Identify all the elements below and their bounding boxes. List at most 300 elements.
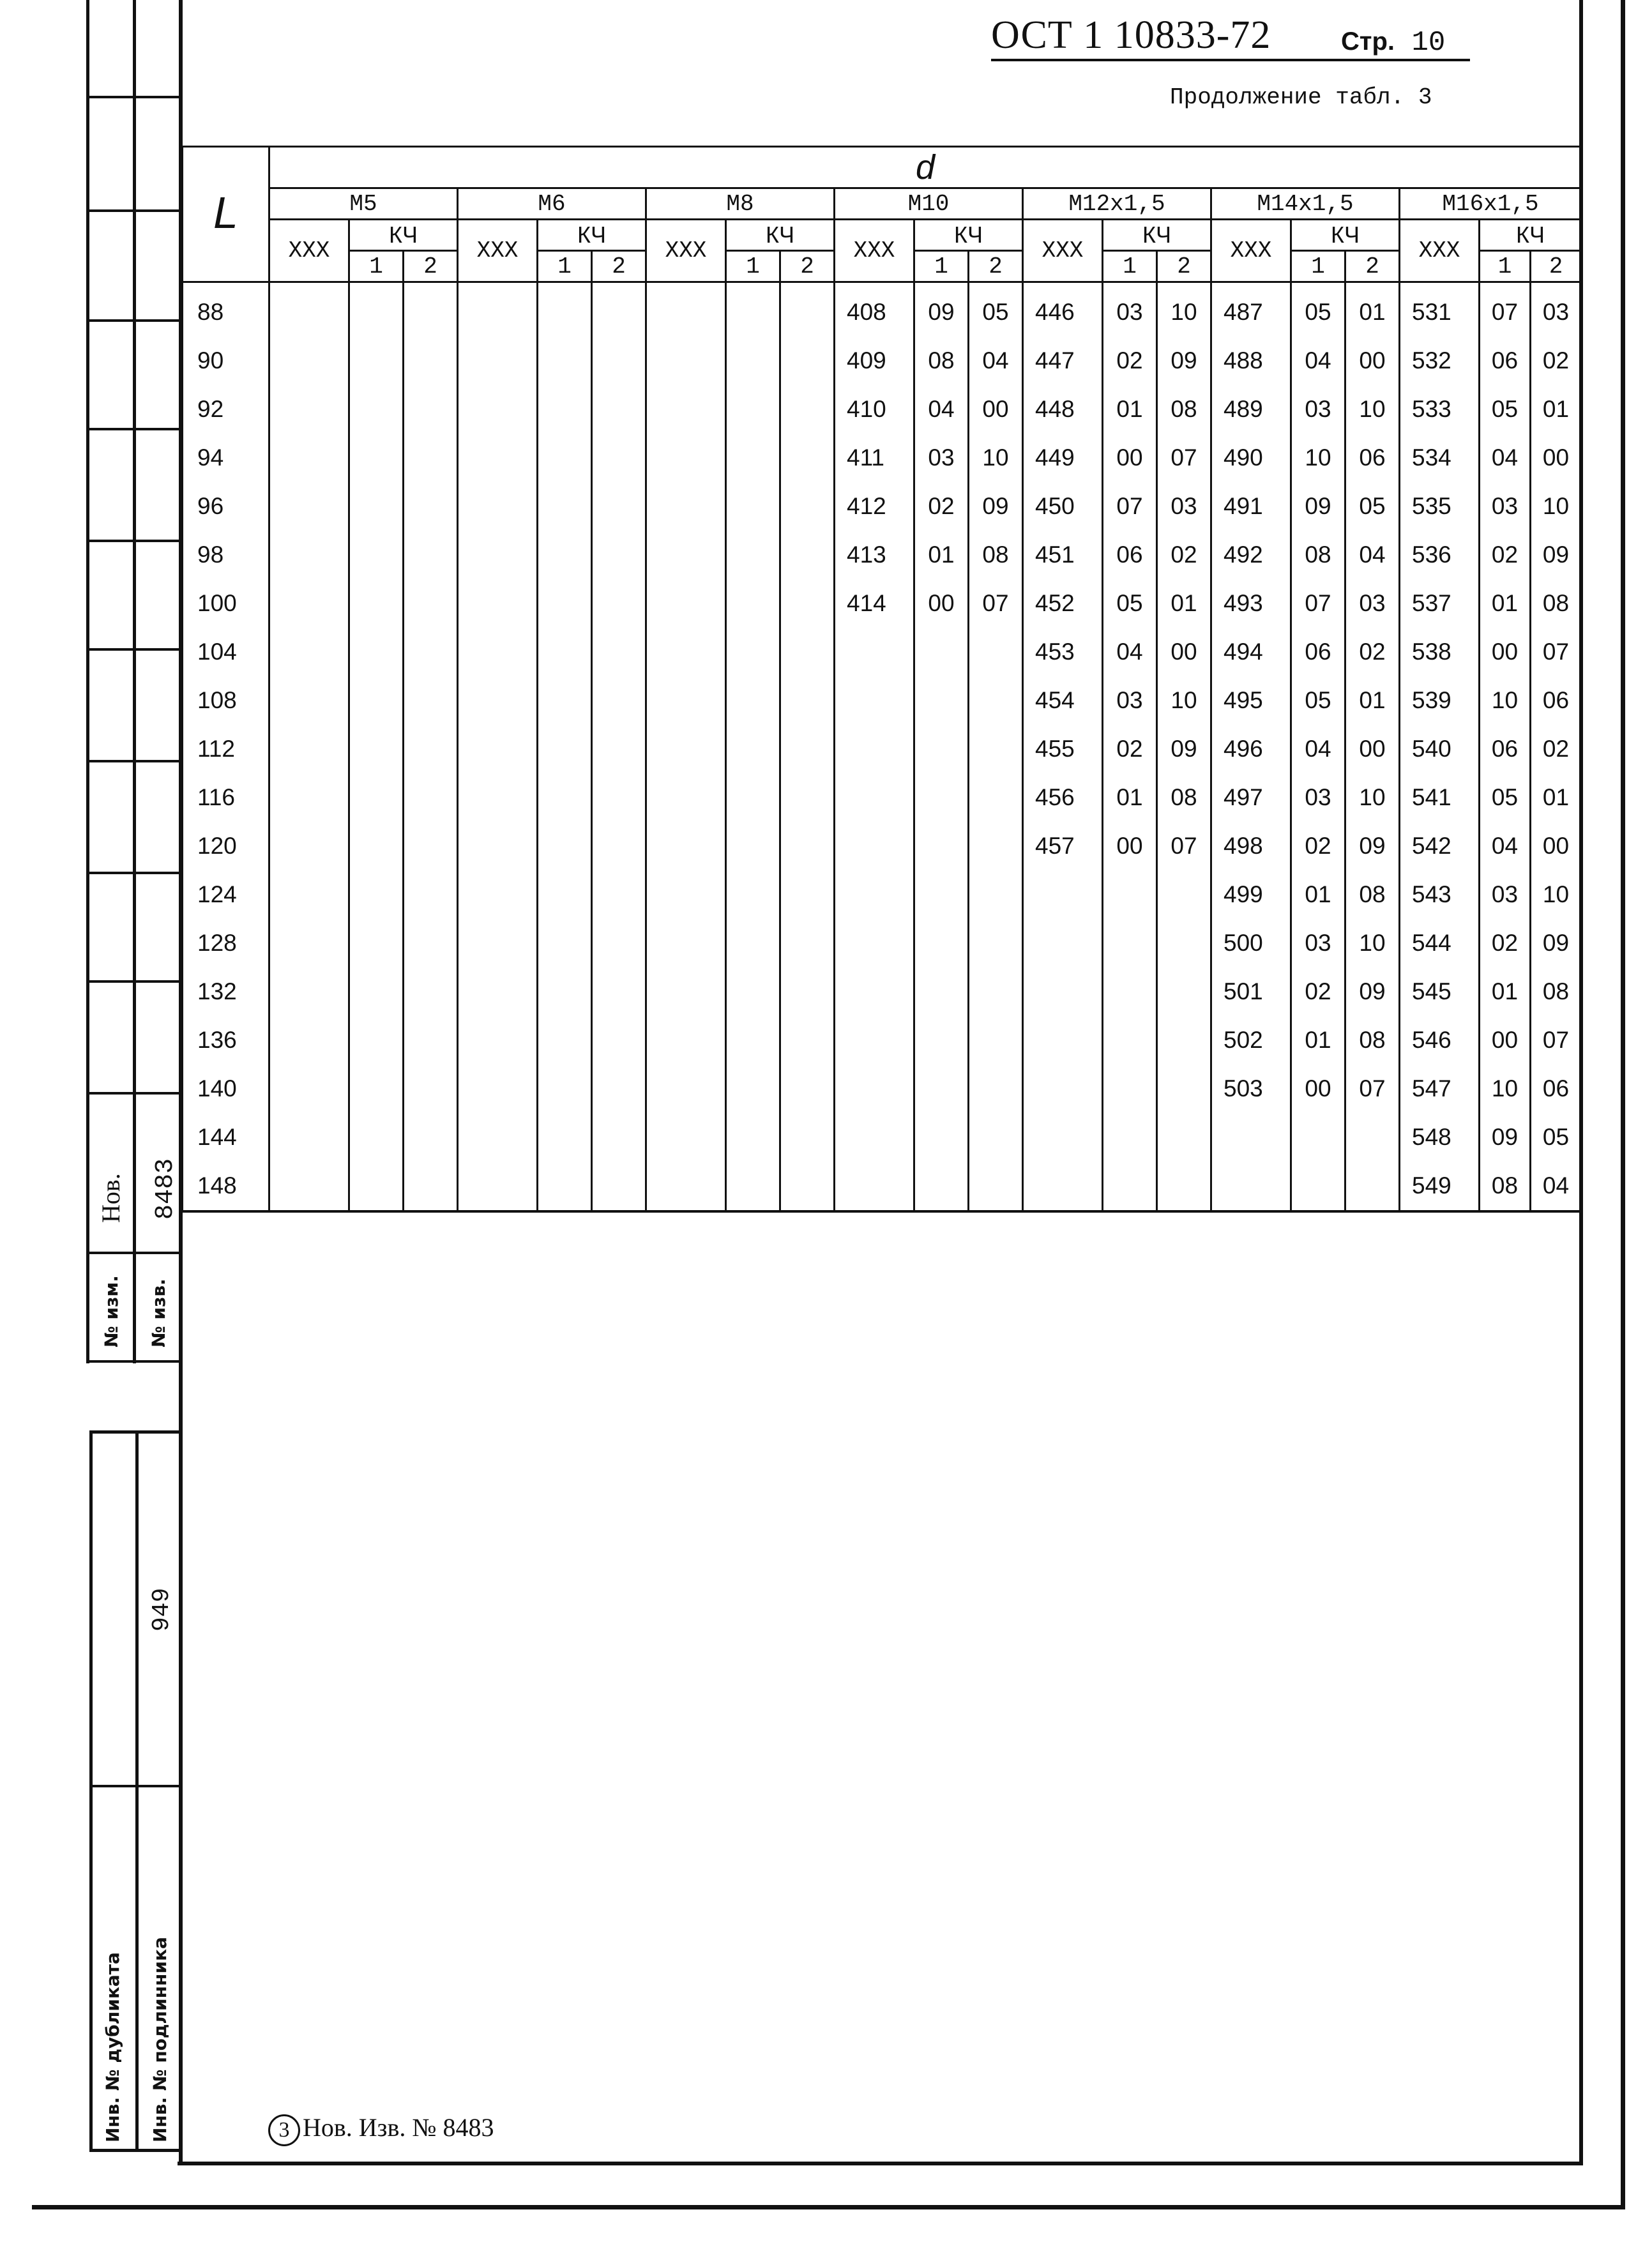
cell-empty bbox=[458, 434, 538, 482]
cell-empty bbox=[780, 1016, 835, 1065]
header-sub-1: 1 bbox=[726, 251, 780, 282]
cell-empty bbox=[780, 822, 835, 870]
cell-L: 112 bbox=[183, 725, 269, 773]
cell-empty bbox=[646, 337, 726, 385]
cell-kch-2: 09 bbox=[1531, 531, 1582, 579]
cell-kch-2 bbox=[1157, 1016, 1211, 1065]
cell-kch-2: 10 bbox=[1345, 773, 1400, 822]
cell-empty bbox=[646, 385, 726, 434]
cell-empty bbox=[726, 531, 780, 579]
cell-empty bbox=[726, 385, 780, 434]
document-code-underline bbox=[991, 59, 1470, 61]
cell-kch-1: 03 bbox=[914, 434, 969, 482]
cell-empty bbox=[269, 919, 349, 967]
cell-kch-1: 02 bbox=[1480, 919, 1531, 967]
cell-empty bbox=[780, 282, 835, 337]
cell-kch-1 bbox=[1103, 919, 1157, 967]
cell-empty bbox=[646, 725, 726, 773]
cell-kch-2: 02 bbox=[1531, 337, 1582, 385]
cell-xxx: 496 bbox=[1211, 725, 1291, 773]
header-sub-2: 2 bbox=[592, 251, 646, 282]
table-row bbox=[183, 822, 1582, 870]
cell-empty bbox=[404, 676, 458, 725]
cell-empty bbox=[646, 676, 726, 725]
cell-L: 108 bbox=[183, 676, 269, 725]
cell-kch-1 bbox=[1291, 1162, 1345, 1211]
revision-stamp bbox=[268, 2112, 494, 2146]
cell-empty bbox=[726, 434, 780, 482]
cell-empty bbox=[404, 1065, 458, 1113]
cell-empty bbox=[780, 919, 835, 967]
cell-kch-2 bbox=[969, 1113, 1023, 1162]
cell-empty bbox=[646, 628, 726, 676]
header-L: L bbox=[183, 147, 269, 282]
cell-kch-2: 00 bbox=[1531, 822, 1582, 870]
cell-kch-2: 05 bbox=[1531, 1113, 1582, 1162]
cell-empty bbox=[592, 1113, 646, 1162]
header-group: M6 bbox=[458, 188, 646, 220]
cell-empty bbox=[404, 628, 458, 676]
cell-empty bbox=[592, 434, 646, 482]
cell-empty bbox=[538, 676, 592, 725]
cell-empty bbox=[538, 579, 592, 628]
cell-xxx: 546 bbox=[1400, 1016, 1480, 1065]
cell-xxx bbox=[835, 773, 914, 822]
cell-xxx: 498 bbox=[1211, 822, 1291, 870]
cell-kch-1: 03 bbox=[1480, 870, 1531, 919]
cell-xxx: 456 bbox=[1023, 773, 1103, 822]
cell-empty bbox=[646, 282, 726, 337]
cell-empty bbox=[404, 822, 458, 870]
cell-kch-1: 00 bbox=[1480, 1016, 1531, 1065]
cell-empty bbox=[592, 919, 646, 967]
cell-kch-1: 00 bbox=[1103, 434, 1157, 482]
cell-empty bbox=[269, 676, 349, 725]
cell-empty bbox=[538, 385, 592, 434]
cell-xxx bbox=[835, 676, 914, 725]
cell-xxx: 501 bbox=[1211, 967, 1291, 1016]
table-continuation-caption: Продолжение табл. 3 bbox=[1170, 84, 1432, 110]
cell-kch-2: 04 bbox=[1531, 1162, 1582, 1211]
cell-empty bbox=[458, 628, 538, 676]
izv-label: № изв. bbox=[148, 1278, 169, 1347]
cell-empty bbox=[538, 1113, 592, 1162]
cell-kch-2: 08 bbox=[969, 531, 1023, 579]
cell-empty bbox=[726, 579, 780, 628]
header-kch: КЧ bbox=[1103, 220, 1211, 251]
cell-kch-1 bbox=[1103, 870, 1157, 919]
cell-empty bbox=[780, 337, 835, 385]
cell-empty bbox=[592, 579, 646, 628]
cell-empty bbox=[269, 1016, 349, 1065]
table-row bbox=[183, 725, 1582, 773]
cell-kch-2 bbox=[1157, 870, 1211, 919]
cell-empty bbox=[269, 531, 349, 579]
cell-empty bbox=[646, 919, 726, 967]
cell-empty bbox=[404, 337, 458, 385]
cell-empty bbox=[458, 1065, 538, 1113]
cell-xxx: 491 bbox=[1211, 482, 1291, 531]
header-group: M16x1,5 bbox=[1400, 188, 1582, 220]
cell-kch-2: 03 bbox=[1531, 282, 1582, 337]
cell-empty bbox=[349, 385, 404, 434]
table-row bbox=[183, 1162, 1582, 1211]
cell-empty bbox=[349, 434, 404, 482]
cell-empty bbox=[726, 1113, 780, 1162]
cell-empty bbox=[780, 870, 835, 919]
cell-kch-2: 00 bbox=[1531, 434, 1582, 482]
cell-xxx bbox=[1211, 1162, 1291, 1211]
cell-L: 116 bbox=[183, 773, 269, 822]
cell-empty bbox=[538, 282, 592, 337]
cell-empty bbox=[404, 531, 458, 579]
cell-empty bbox=[726, 725, 780, 773]
cell-xxx: 543 bbox=[1400, 870, 1480, 919]
cell-empty bbox=[269, 385, 349, 434]
cell-kch-2: 03 bbox=[1157, 482, 1211, 531]
table-row bbox=[183, 1016, 1582, 1065]
cell-empty bbox=[538, 1162, 592, 1211]
nov-label: Нов. bbox=[96, 1173, 125, 1223]
cell-empty bbox=[592, 725, 646, 773]
cell-L: 144 bbox=[183, 1113, 269, 1162]
cell-empty bbox=[780, 1162, 835, 1211]
cell-kch-1: 09 bbox=[1291, 482, 1345, 531]
cell-kch-1: 04 bbox=[1291, 725, 1345, 773]
cell-empty bbox=[780, 482, 835, 531]
header-xxx: ХХХ bbox=[1023, 220, 1103, 282]
cell-empty bbox=[646, 531, 726, 579]
cell-xxx bbox=[835, 822, 914, 870]
cell-empty bbox=[404, 385, 458, 434]
cell-xxx: 534 bbox=[1400, 434, 1480, 482]
header-kch: КЧ bbox=[349, 220, 458, 251]
header-sub-1: 1 bbox=[1480, 251, 1531, 282]
cell-xxx bbox=[1023, 1065, 1103, 1113]
cell-empty bbox=[538, 919, 592, 967]
cell-xxx: 495 bbox=[1211, 676, 1291, 725]
cell-empty bbox=[458, 282, 538, 337]
cell-xxx: 449 bbox=[1023, 434, 1103, 482]
header-sub-1: 1 bbox=[349, 251, 404, 282]
cell-kch-1 bbox=[914, 967, 969, 1016]
cell-empty bbox=[592, 870, 646, 919]
cell-xxx: 547 bbox=[1400, 1065, 1480, 1113]
cell-xxx: 410 bbox=[835, 385, 914, 434]
header-xxx: ХХХ bbox=[458, 220, 538, 282]
cell-xxx: 452 bbox=[1023, 579, 1103, 628]
cell-kch-1 bbox=[1103, 967, 1157, 1016]
cell-kch-2: 09 bbox=[1157, 725, 1211, 773]
cell-kch-1: 01 bbox=[1480, 967, 1531, 1016]
cell-xxx: 447 bbox=[1023, 337, 1103, 385]
header-sub-1: 1 bbox=[1291, 251, 1345, 282]
cell-empty bbox=[538, 531, 592, 579]
cell-empty bbox=[349, 773, 404, 822]
cell-empty bbox=[780, 434, 835, 482]
cell-xxx: 548 bbox=[1400, 1113, 1480, 1162]
cell-empty bbox=[349, 579, 404, 628]
cell-empty bbox=[726, 1065, 780, 1113]
cell-empty bbox=[404, 1162, 458, 1211]
cell-xxx: 494 bbox=[1211, 628, 1291, 676]
cell-kch-1 bbox=[914, 773, 969, 822]
cell-xxx: 487 bbox=[1211, 282, 1291, 337]
cell-empty bbox=[404, 919, 458, 967]
cell-empty bbox=[458, 579, 538, 628]
cell-kch-2: 01 bbox=[1157, 579, 1211, 628]
header-group: M8 bbox=[646, 188, 835, 220]
header-xxx: ХХХ bbox=[269, 220, 349, 282]
header-xxx: ХХХ bbox=[1400, 220, 1480, 282]
cell-empty bbox=[269, 337, 349, 385]
cell-kch-1: 01 bbox=[1480, 579, 1531, 628]
header-kch: КЧ bbox=[914, 220, 1023, 251]
cell-kch-1 bbox=[914, 870, 969, 919]
cell-kch-1 bbox=[914, 1016, 969, 1065]
cell-empty bbox=[349, 725, 404, 773]
cell-xxx: 538 bbox=[1400, 628, 1480, 676]
cell-empty bbox=[538, 434, 592, 482]
stamp-text: Нов. Изв. № 8483 bbox=[303, 2113, 494, 2142]
cell-empty bbox=[269, 870, 349, 919]
cell-kch-2: 06 bbox=[1531, 1065, 1582, 1113]
cell-empty bbox=[404, 579, 458, 628]
cell-empty bbox=[726, 482, 780, 531]
page-number-block bbox=[1341, 27, 1445, 59]
cell-kch-1 bbox=[914, 628, 969, 676]
cell-kch-2: 02 bbox=[1345, 628, 1400, 676]
cell-empty bbox=[458, 725, 538, 773]
cell-xxx: 541 bbox=[1400, 773, 1480, 822]
cell-kch-1: 01 bbox=[1103, 385, 1157, 434]
cell-kch-2 bbox=[969, 773, 1023, 822]
cell-empty bbox=[269, 434, 349, 482]
izm-label: № изм. bbox=[101, 1275, 122, 1347]
cell-empty bbox=[726, 773, 780, 822]
cell-L: 98 bbox=[183, 531, 269, 579]
table-row bbox=[183, 870, 1582, 919]
cell-xxx: 545 bbox=[1400, 967, 1480, 1016]
cell-kch-1: 05 bbox=[1291, 282, 1345, 337]
table-row bbox=[183, 967, 1582, 1016]
cell-empty bbox=[646, 870, 726, 919]
cell-xxx: 409 bbox=[835, 337, 914, 385]
cell-kch-2: 08 bbox=[1531, 579, 1582, 628]
cell-kch-2: 07 bbox=[1345, 1065, 1400, 1113]
cell-kch-2: 10 bbox=[1345, 385, 1400, 434]
cell-kch-1: 07 bbox=[1480, 282, 1531, 337]
table-row bbox=[183, 337, 1582, 385]
cell-kch-2 bbox=[969, 822, 1023, 870]
cell-kch-2 bbox=[969, 967, 1023, 1016]
header-sub-2: 2 bbox=[1157, 251, 1211, 282]
cell-kch-2: 09 bbox=[1345, 822, 1400, 870]
cell-kch-1: 06 bbox=[1103, 531, 1157, 579]
cell-kch-1: 03 bbox=[1291, 919, 1345, 967]
cell-kch-2: 08 bbox=[1345, 1016, 1400, 1065]
cell-L: 128 bbox=[183, 919, 269, 967]
cell-kch-2: 02 bbox=[1531, 725, 1582, 773]
cell-xxx: 454 bbox=[1023, 676, 1103, 725]
cell-L: 100 bbox=[183, 579, 269, 628]
cell-kch-2: 09 bbox=[969, 482, 1023, 531]
cell-xxx: 533 bbox=[1400, 385, 1480, 434]
cell-L: 94 bbox=[183, 434, 269, 482]
cell-kch-1 bbox=[1103, 1016, 1157, 1065]
cell-empty bbox=[538, 773, 592, 822]
header-sub-2: 2 bbox=[1345, 251, 1400, 282]
cell-empty bbox=[538, 1065, 592, 1113]
cell-empty bbox=[780, 967, 835, 1016]
inner-frame-bottom bbox=[178, 2162, 1583, 2165]
cell-kch-1: 05 bbox=[1480, 385, 1531, 434]
cell-kch-2: 01 bbox=[1531, 385, 1582, 434]
cell-empty bbox=[780, 1065, 835, 1113]
original-label: Инв. № подлинника bbox=[149, 1937, 171, 2142]
cell-kch-2: 09 bbox=[1531, 919, 1582, 967]
table-row bbox=[183, 773, 1582, 822]
cell-kch-1 bbox=[914, 1113, 969, 1162]
cell-empty bbox=[646, 773, 726, 822]
table-row bbox=[183, 482, 1582, 531]
cell-L: 88 bbox=[183, 282, 269, 337]
header-sub-1: 1 bbox=[1103, 251, 1157, 282]
cell-empty bbox=[592, 967, 646, 1016]
cell-xxx: 537 bbox=[1400, 579, 1480, 628]
cell-xxx: 497 bbox=[1211, 773, 1291, 822]
cell-empty bbox=[538, 1016, 592, 1065]
cell-xxx: 542 bbox=[1400, 822, 1480, 870]
cell-empty bbox=[269, 282, 349, 337]
cell-empty bbox=[404, 967, 458, 1016]
cell-kch-2: 10 bbox=[969, 434, 1023, 482]
cell-empty bbox=[404, 282, 458, 337]
page-label: Стр. bbox=[1341, 27, 1395, 56]
cell-kch-2: 07 bbox=[1157, 434, 1211, 482]
cell-empty bbox=[726, 822, 780, 870]
cell-kch-1: 02 bbox=[1103, 725, 1157, 773]
cell-empty bbox=[726, 870, 780, 919]
cell-empty bbox=[458, 1016, 538, 1065]
header-sub-2: 2 bbox=[1531, 251, 1582, 282]
cell-L: 140 bbox=[183, 1065, 269, 1113]
cell-kch-2: 05 bbox=[969, 282, 1023, 337]
cell-empty bbox=[592, 676, 646, 725]
cell-empty bbox=[646, 434, 726, 482]
cell-kch-2 bbox=[1345, 1113, 1400, 1162]
cell-L: 96 bbox=[183, 482, 269, 531]
cell-empty bbox=[404, 482, 458, 531]
cell-empty bbox=[269, 725, 349, 773]
header-sub-2: 2 bbox=[969, 251, 1023, 282]
cell-xxx bbox=[835, 1162, 914, 1211]
cell-kch-1: 04 bbox=[1480, 822, 1531, 870]
cell-empty bbox=[404, 1113, 458, 1162]
table-row bbox=[183, 385, 1582, 434]
cell-kch-1: 01 bbox=[1291, 870, 1345, 919]
cell-kch-2 bbox=[969, 870, 1023, 919]
cell-xxx bbox=[835, 1016, 914, 1065]
cell-empty bbox=[458, 919, 538, 967]
cell-xxx: 536 bbox=[1400, 531, 1480, 579]
table-row bbox=[183, 628, 1582, 676]
original-number: 949 bbox=[148, 1587, 176, 1632]
table-row bbox=[183, 531, 1582, 579]
cell-xxx: 544 bbox=[1400, 919, 1480, 967]
cell-kch-2: 07 bbox=[1531, 1016, 1582, 1065]
cell-empty bbox=[458, 967, 538, 1016]
cell-xxx: 532 bbox=[1400, 337, 1480, 385]
cell-xxx: 448 bbox=[1023, 385, 1103, 434]
cell-empty bbox=[726, 967, 780, 1016]
cell-xxx: 540 bbox=[1400, 725, 1480, 773]
cell-xxx: 455 bbox=[1023, 725, 1103, 773]
cell-empty bbox=[404, 773, 458, 822]
cell-xxx: 412 bbox=[835, 482, 914, 531]
cell-xxx: 500 bbox=[1211, 919, 1291, 967]
cell-empty bbox=[592, 822, 646, 870]
cell-kch-1: 00 bbox=[1103, 822, 1157, 870]
cell-empty bbox=[780, 773, 835, 822]
cell-kch-2 bbox=[969, 919, 1023, 967]
cell-kch-1 bbox=[914, 1162, 969, 1211]
cell-empty bbox=[269, 1065, 349, 1113]
cell-kch-2: 07 bbox=[969, 579, 1023, 628]
cell-empty bbox=[269, 628, 349, 676]
cell-xxx: 408 bbox=[835, 282, 914, 337]
cell-empty bbox=[780, 385, 835, 434]
page-number: 10 bbox=[1411, 27, 1446, 59]
cell-kch-2: 08 bbox=[1531, 967, 1582, 1016]
cell-kch-1: 02 bbox=[1291, 967, 1345, 1016]
cell-kch-1: 03 bbox=[1291, 385, 1345, 434]
cell-kch-1: 05 bbox=[1291, 676, 1345, 725]
cell-xxx bbox=[835, 628, 914, 676]
cell-xxx: 453 bbox=[1023, 628, 1103, 676]
cell-kch-2: 10 bbox=[1345, 919, 1400, 967]
cell-kch-1: 07 bbox=[1103, 482, 1157, 531]
cell-xxx: 549 bbox=[1400, 1162, 1480, 1211]
cell-kch-1: 06 bbox=[1480, 337, 1531, 385]
cell-kch-1: 07 bbox=[1291, 579, 1345, 628]
cell-empty bbox=[349, 822, 404, 870]
cell-empty bbox=[780, 531, 835, 579]
cell-kch-2: 00 bbox=[969, 385, 1023, 434]
cell-kch-2: 09 bbox=[1345, 967, 1400, 1016]
outer-frame-right bbox=[1621, 0, 1625, 2209]
cell-kch-1: 03 bbox=[1291, 773, 1345, 822]
cell-empty bbox=[726, 1016, 780, 1065]
cell-xxx: 457 bbox=[1023, 822, 1103, 870]
cell-kch-1 bbox=[1103, 1162, 1157, 1211]
cell-empty bbox=[269, 967, 349, 1016]
cell-empty bbox=[349, 967, 404, 1016]
cell-xxx bbox=[835, 1065, 914, 1113]
cell-empty bbox=[646, 482, 726, 531]
cell-kch-1: 03 bbox=[1480, 482, 1531, 531]
header-xxx: ХХХ bbox=[835, 220, 914, 282]
cell-empty bbox=[458, 337, 538, 385]
header-kch: КЧ bbox=[1480, 220, 1582, 251]
cell-empty bbox=[349, 628, 404, 676]
cell-kch-1: 05 bbox=[1103, 579, 1157, 628]
cell-empty bbox=[592, 282, 646, 337]
cell-empty bbox=[646, 1162, 726, 1211]
cell-kch-1: 04 bbox=[1103, 628, 1157, 676]
header-group: M10 bbox=[835, 188, 1023, 220]
cell-kch-1: 08 bbox=[914, 337, 969, 385]
